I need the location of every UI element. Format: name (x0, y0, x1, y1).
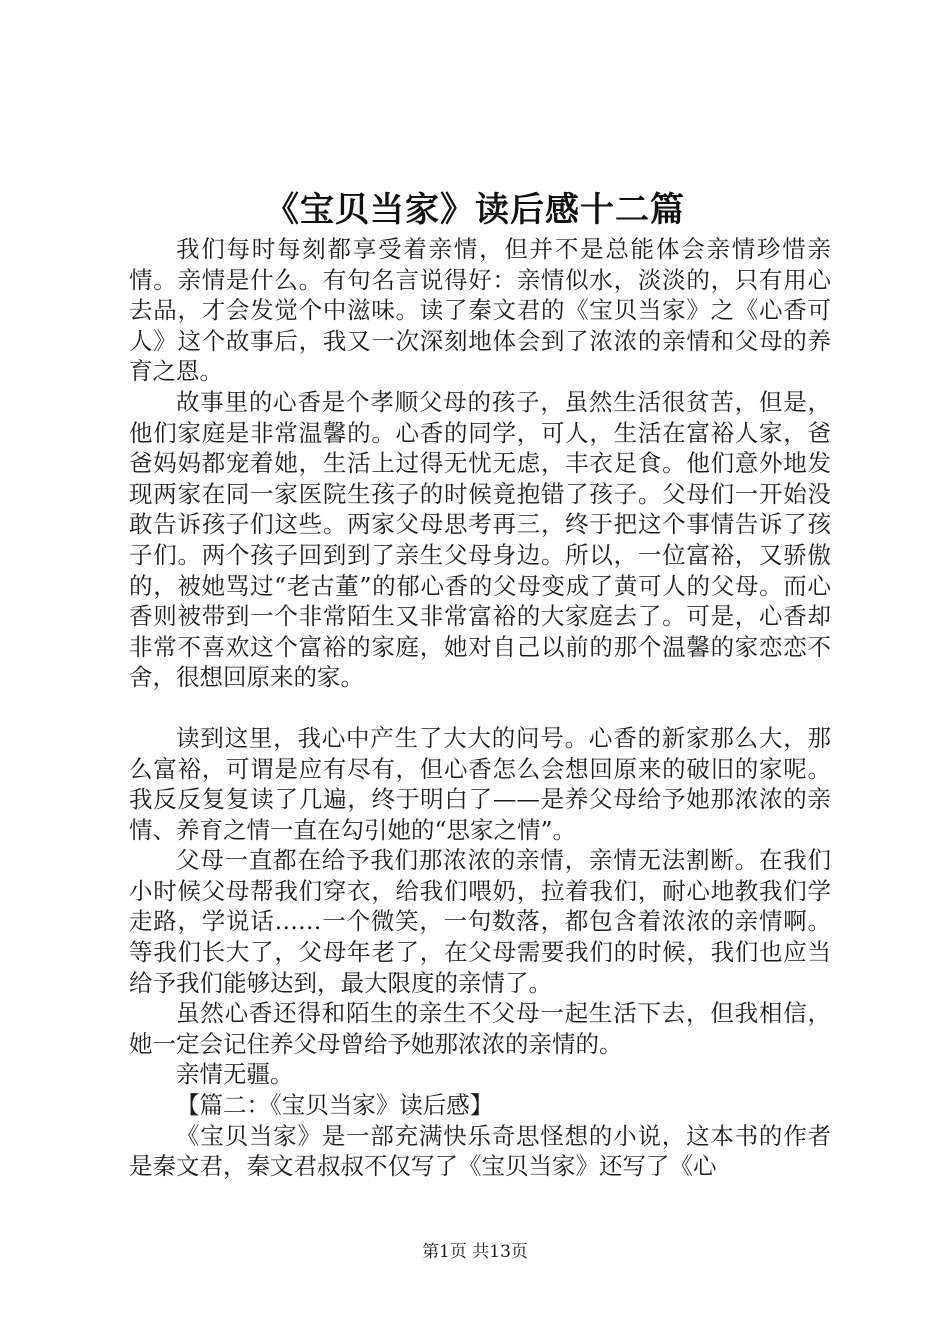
paragraph-7: 《宝贝当家》是一部充满快乐奇思怪想的小说，这本书的作者是秦文君，秦文君叔叔不仅写了《宝贝当家》还写了《心 (129, 1121, 831, 1181)
page-number-footer: 第1页 共13页 (422, 1242, 528, 1262)
paragraph-2: 故事里的心香是个孝顺父母的孩子，虽然生活很贫苦，但是，他们家庭是非常温馨的。心香的同学，可人，生活在富裕人家，爸爸妈妈都宠着她，生活上过得无忧无虑，丰衣足食。他们意外地发现两家在同一家医院生孩子的时候竟抱错了孩子。父母们一开始没敢告诉孩子们这些。两家父母思考再三，终于把这个事情告诉了孩子们。两个孩子回到到了亲生父母身边。所以，一位富裕，又骄傲的，被她骂过“老古董”的郁心香的父母变成了黄可人的父母。而心香则被带到一个非常陌生又非常富裕的大家庭去了。可是，心香却非常不喜欢这个富裕的家庭，她对自己以前的那个温馨的家恋恋不舍，很想回原来的家。 (129, 387, 831, 692)
paragraph-5: 虽然心香还得和陌生的亲生不父母一起生活下去，但我相信，她一定会记住养父母曾给予她那浓浓的亲情的。 (129, 999, 831, 1058)
paragraph-6: 亲情无疆。 (176, 1060, 294, 1089)
document-title: 《宝贝当家》读后感十二篇 (265, 190, 685, 230)
document-body (129, 234, 831, 1182)
paragraph-1: 我们每时每刻都享受着亲情，但并不是总能体会亲情珍惜亲情。亲情是什么。有句名言说得好：亲情似水，淡淡的，只有用心去品，才会发觉个中滋味。读了秦文君的《宝贝当家》之《心香可人》这个故事后，我又一次深刻地体会到了浓浓的亲情和父母的养育之恩。 (129, 235, 831, 386)
paragraph-4: 父母一直都在给予我们那浓浓的亲情，亲情无法割断。在我们小时候父母帮我们穿衣，给我们喂奶，拉着我们，耐心地教我们学走路，学说话……一个微笑，一句数落，都包含着浓浓的亲情啊。等我们长大了，父母年老了，在父母需要我们的时候，我们也应当给予我们能够达到，最大限度的亲情了。 (129, 846, 831, 997)
paragraph-3: 读到这里，我心中产生了大大的问号。心香的新家那么大，那么富裕，可谓是应有尽有，但心香怎么会想回原来的破旧的家呢。我反反复复读了几遍，终于明白了——是养父母给予她那浓浓的亲情、养育之情一直在勾引她的“思家之情”。 (129, 723, 831, 844)
section-heading: 【篇二：《宝贝当家》读后感】 (176, 1091, 494, 1120)
